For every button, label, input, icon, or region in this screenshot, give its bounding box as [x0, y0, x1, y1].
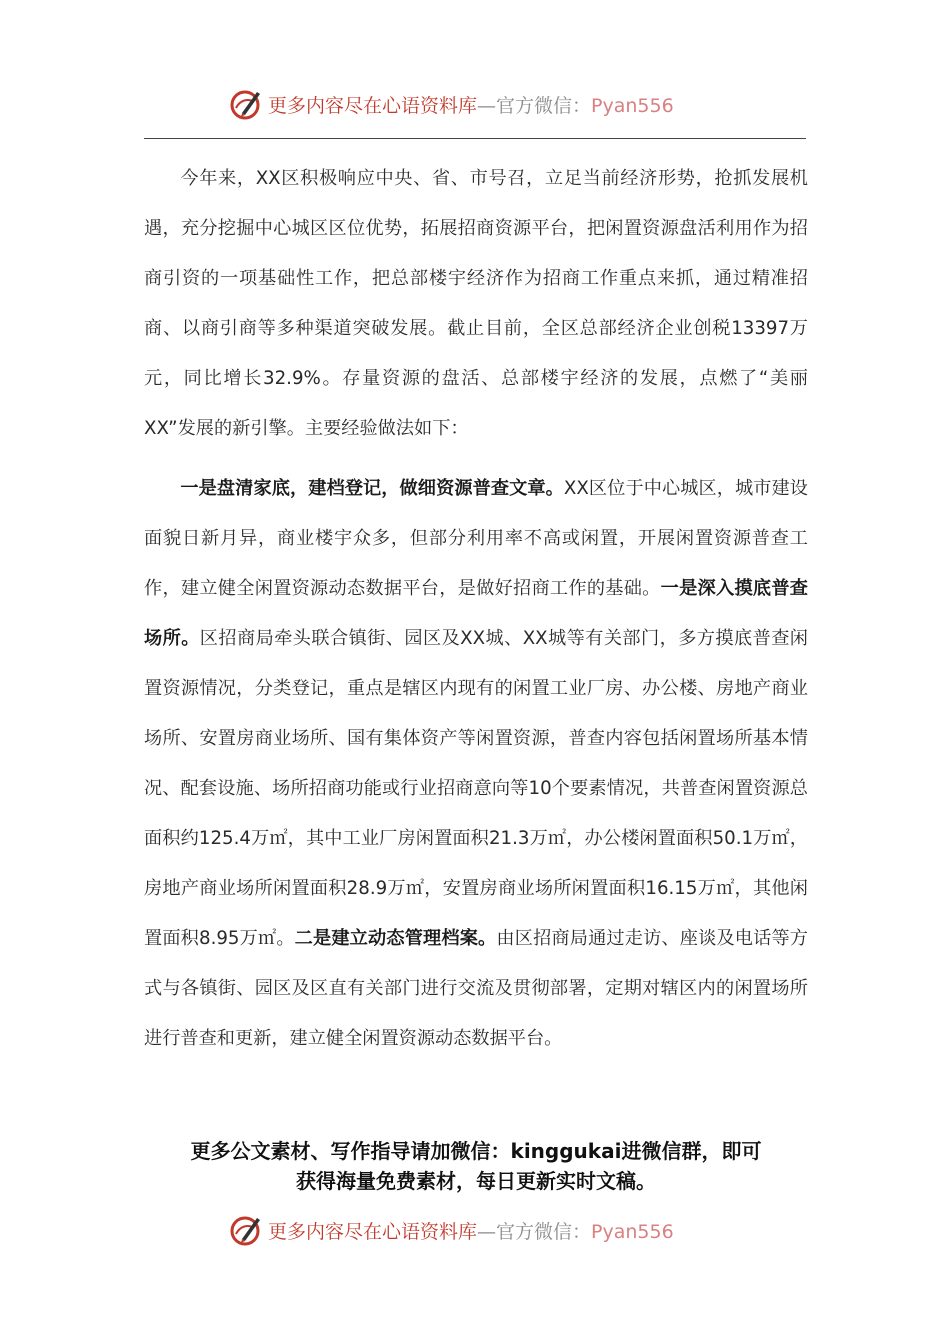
section-one-heading: 一是盘清家底，建档登记，做细资源普查文章。: [180, 478, 564, 499]
footer-banner[interactable]: [228, 1210, 674, 1250]
header-site-name: 更多内容尽在心语资料库: [268, 94, 478, 117]
footer-site-name: 更多内容尽在心语资料库: [268, 1220, 478, 1243]
promo-line-1: 更多公文素材、写作指导请加微信：kinggukai进微信群，即可: [190, 1139, 762, 1163]
section-one-paragraph: [144, 464, 808, 1064]
footer-dash: —: [477, 1220, 497, 1243]
header-dash: —: [477, 94, 497, 117]
intro-paragraph: 今年来，XX区积极响应中央、省、市号召，立足当前经济形势，抢抓发展机遇，充分挖掘中心城区区位优势，拓展招商资源平台，把闲置资源盘活利用作为招商引资的一项基础性工作，把总部楼宇经济作为招商工作重点来抓，通过精准招商、以商引商等多种渠道突破发展。截止目前，全区总部经济企业创税13397万元，同比增长32.9%。存量资源的盘活、总部楼宇经济的发展，点燃了“美丽XX”发展的新引擎。主要经验做法如下：: [144, 168, 808, 439]
promo-line-2: 获得海量免费素材，每日更新实时文稿。: [296, 1169, 656, 1193]
section-one-text-a: XX区位于中心城区，城市建设面貌日新月异，商业楼宇众多，但部分利用率不高或闲置，开展闲置资源普查工作，建立健全闲置资源动态数据平台，是做好招商工作的基础。: [144, 478, 808, 599]
footer-official-label: 官方微信：: [496, 1220, 592, 1243]
header-divider: [144, 138, 806, 139]
section-one-text-c: 由区招商局通过走访、座谈及电话等方式与各镇街、园区及区直有关部门进行交流及贯彻部署，定期对辖区内的闲置场所进行普查和更新，建立健全闲置资源动态数据平台。: [144, 928, 808, 1049]
header-wechat-id: Pyan556: [591, 94, 674, 117]
header-banner-text: [268, 91, 674, 118]
subpoint-two-heading: 二是建立动态管理档案。: [294, 928, 497, 949]
section-one-text-b: 区招商局牵头联合镇街、园区及XX城、XX城等有关部门，多方摸底普查闲置资源情况，分类登记，重点是辖区内现有的闲置工业厂房、办公楼、房地产商业场所、安置房商业场所、国有集体资产等闲置资源，普查内容包括闲置场所基本情况、配套设施、场所招商功能或行业招商意向等10个要素情况，共普查闲置资源总面积约125.4万㎡，其中工业厂房闲置面积21.3万㎡，办公楼闲置面积50.1万㎡，房地产商业场所闲置面积28.9万㎡，安置房商业场所闲置面积16.15万㎡，其他闲置面积8.95万㎡。: [144, 628, 808, 949]
pen-swirl-logo-icon: [228, 1212, 264, 1248]
header-official-label: 官方微信：: [496, 94, 592, 117]
pen-swirl-logo-icon: [228, 86, 264, 122]
header-banner[interactable]: [228, 84, 674, 124]
footer-wechat-id: Pyan556: [591, 1220, 674, 1243]
subpoint-one-heading: 一是深入摸底普查场所。: [144, 578, 808, 649]
promo-notice: [144, 1136, 808, 1196]
footer-banner-text: [268, 1217, 674, 1244]
